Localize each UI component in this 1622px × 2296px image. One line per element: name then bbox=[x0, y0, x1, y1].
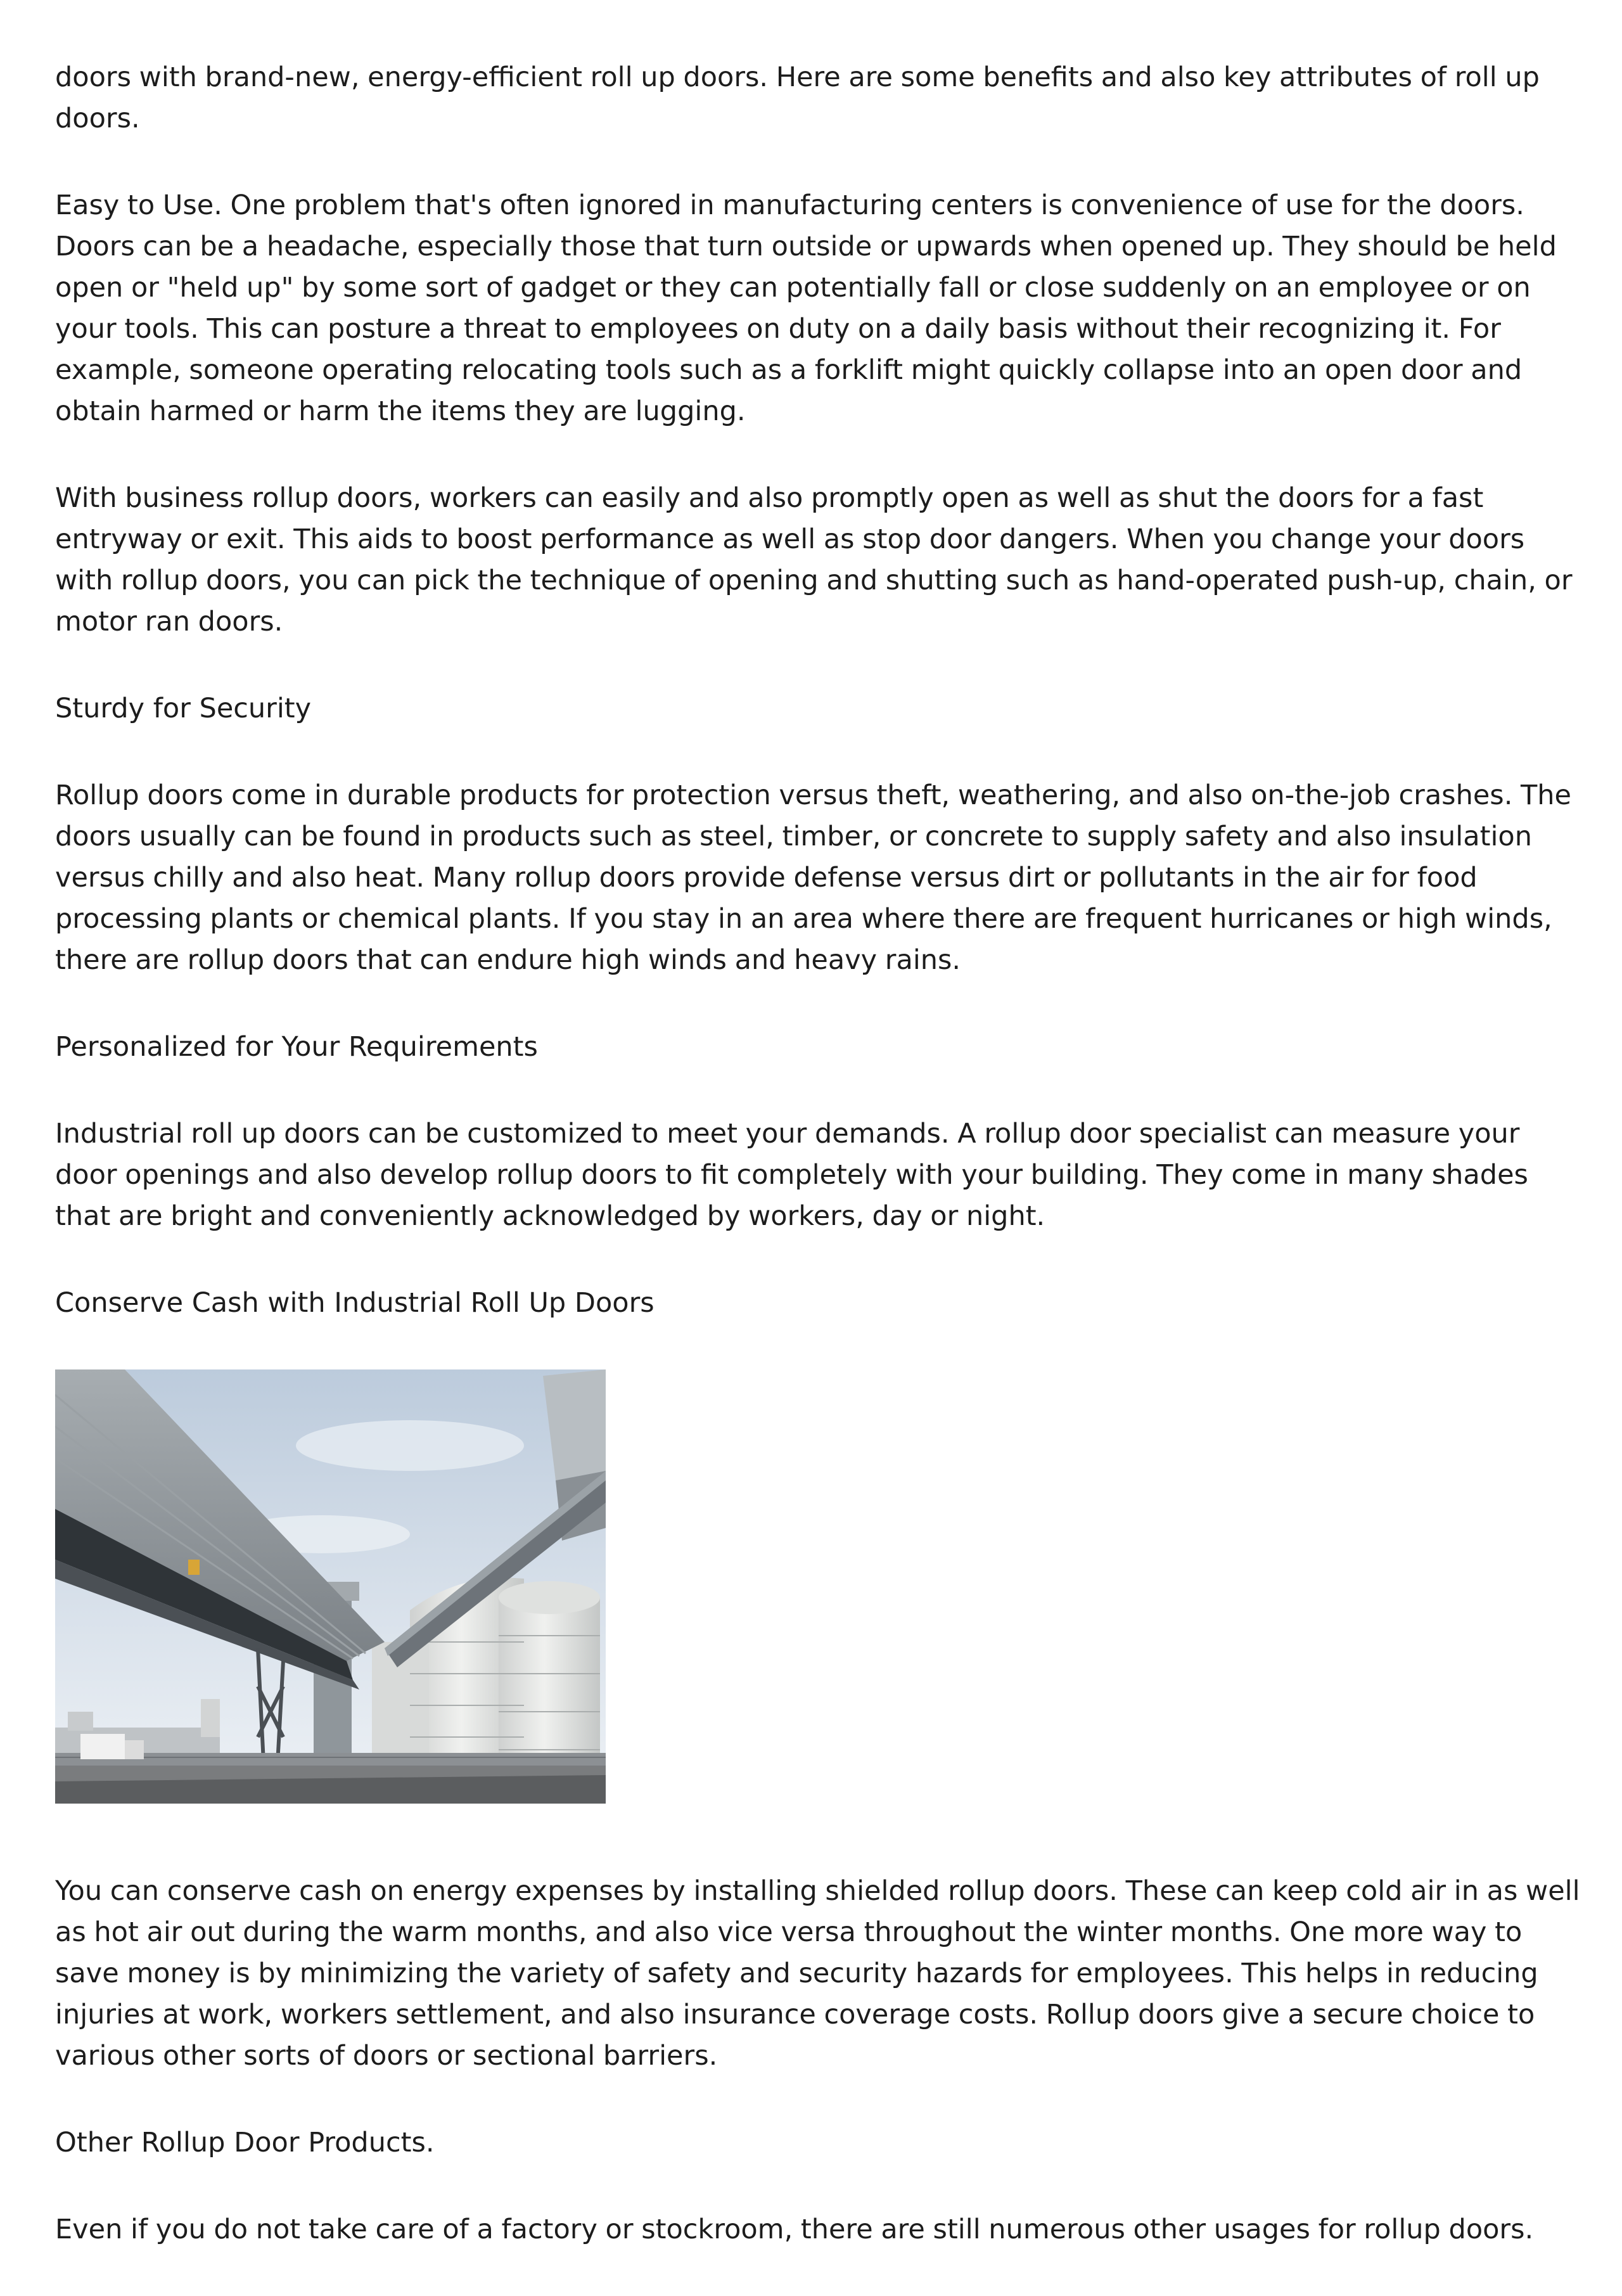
paragraph-other-uses: Even if you do not take care of a factory or stockroom, there are still numerous other usages for rollup doors. bbox=[55, 2214, 1534, 2245]
heading-sturdy-for-security: Sturdy for Security bbox=[55, 693, 312, 724]
paragraph-energy-savings: You can conserve cash on energy expenses by installing shielded rollup doors. These can keep cold air in as well as hot air out during the warm months, and also vice versa throughout the winter months. One more way to save money is by minimizing the variety of safety and security hazards for employees. This helps in reducing injuries at work, workers settlement, and also insurance coverage costs. Rollup doors give a secure choice to various other sorts of doors or sectional barriers. bbox=[55, 1875, 1580, 2072]
paragraph-easy-to-use: Easy to Use. One problem that's often ignored in manufacturing centers is convenience of use for the doors. Doors can be a headache, especially those that turn outside or upwards when opened up. They should be held open or "held up" by some sort of gadget or they can potentially fall or close suddenly on an employee or on your tools. This can posture a threat to employees on duty on a daily basis without their recognizing it. For example, someone operating relocating tools such as a forklift might quickly collapse into an open door and obtain harmed or harm the items they are lugging. bbox=[55, 189, 1557, 427]
industrial-plant-photo bbox=[55, 1369, 606, 1804]
heading-personalized: Personalized for Your Requirements bbox=[55, 1031, 538, 1063]
paragraph-personalized: Industrial roll up doors can be customized to meet your demands. A rollup door specialist can measure your door openings and also develop rollup doors to fit completely with your building. They come in many shades that are bright and conveniently acknowledged by workers, day or night. bbox=[55, 1118, 1528, 1232]
paragraph-security: Rollup doors come in durable products for protection versus theft, weathering, and also on-the-job crashes. The doors usually can be found in products such as steel, timber, or concrete to supply safety and also insulation versus chilly and also heat. Many rollup doors provide defense versus dirt or pollutants in the air for food processing plants or chemical plants. If you stay in an area where there are frequent hurricanes or high winds, there are rollup doors that can endure high winds and heavy rains. bbox=[55, 779, 1571, 976]
heading-other-products: Other Rollup Door Products. bbox=[55, 2127, 435, 2158]
article bbox=[55, 57, 1588, 2296]
paragraph-rollup-benefits: With business rollup doors, workers can easily and also promptly open as well as shut the doors for a fast entryway or exit. This aids to boost performance as well as stop door dangers. When you change your doors with rollup doors, you can pick the technique of opening and shutting such as hand-operated push-up, chain, or motor ran doors. bbox=[55, 482, 1573, 638]
heading-conserve-cash: Conserve Cash with Industrial Roll Up Doors bbox=[55, 1287, 655, 1319]
paragraph-intro: doors with brand-new, energy-efficient roll up doors. Here are some benefits and also key attributes of roll up doors. bbox=[55, 61, 1540, 134]
